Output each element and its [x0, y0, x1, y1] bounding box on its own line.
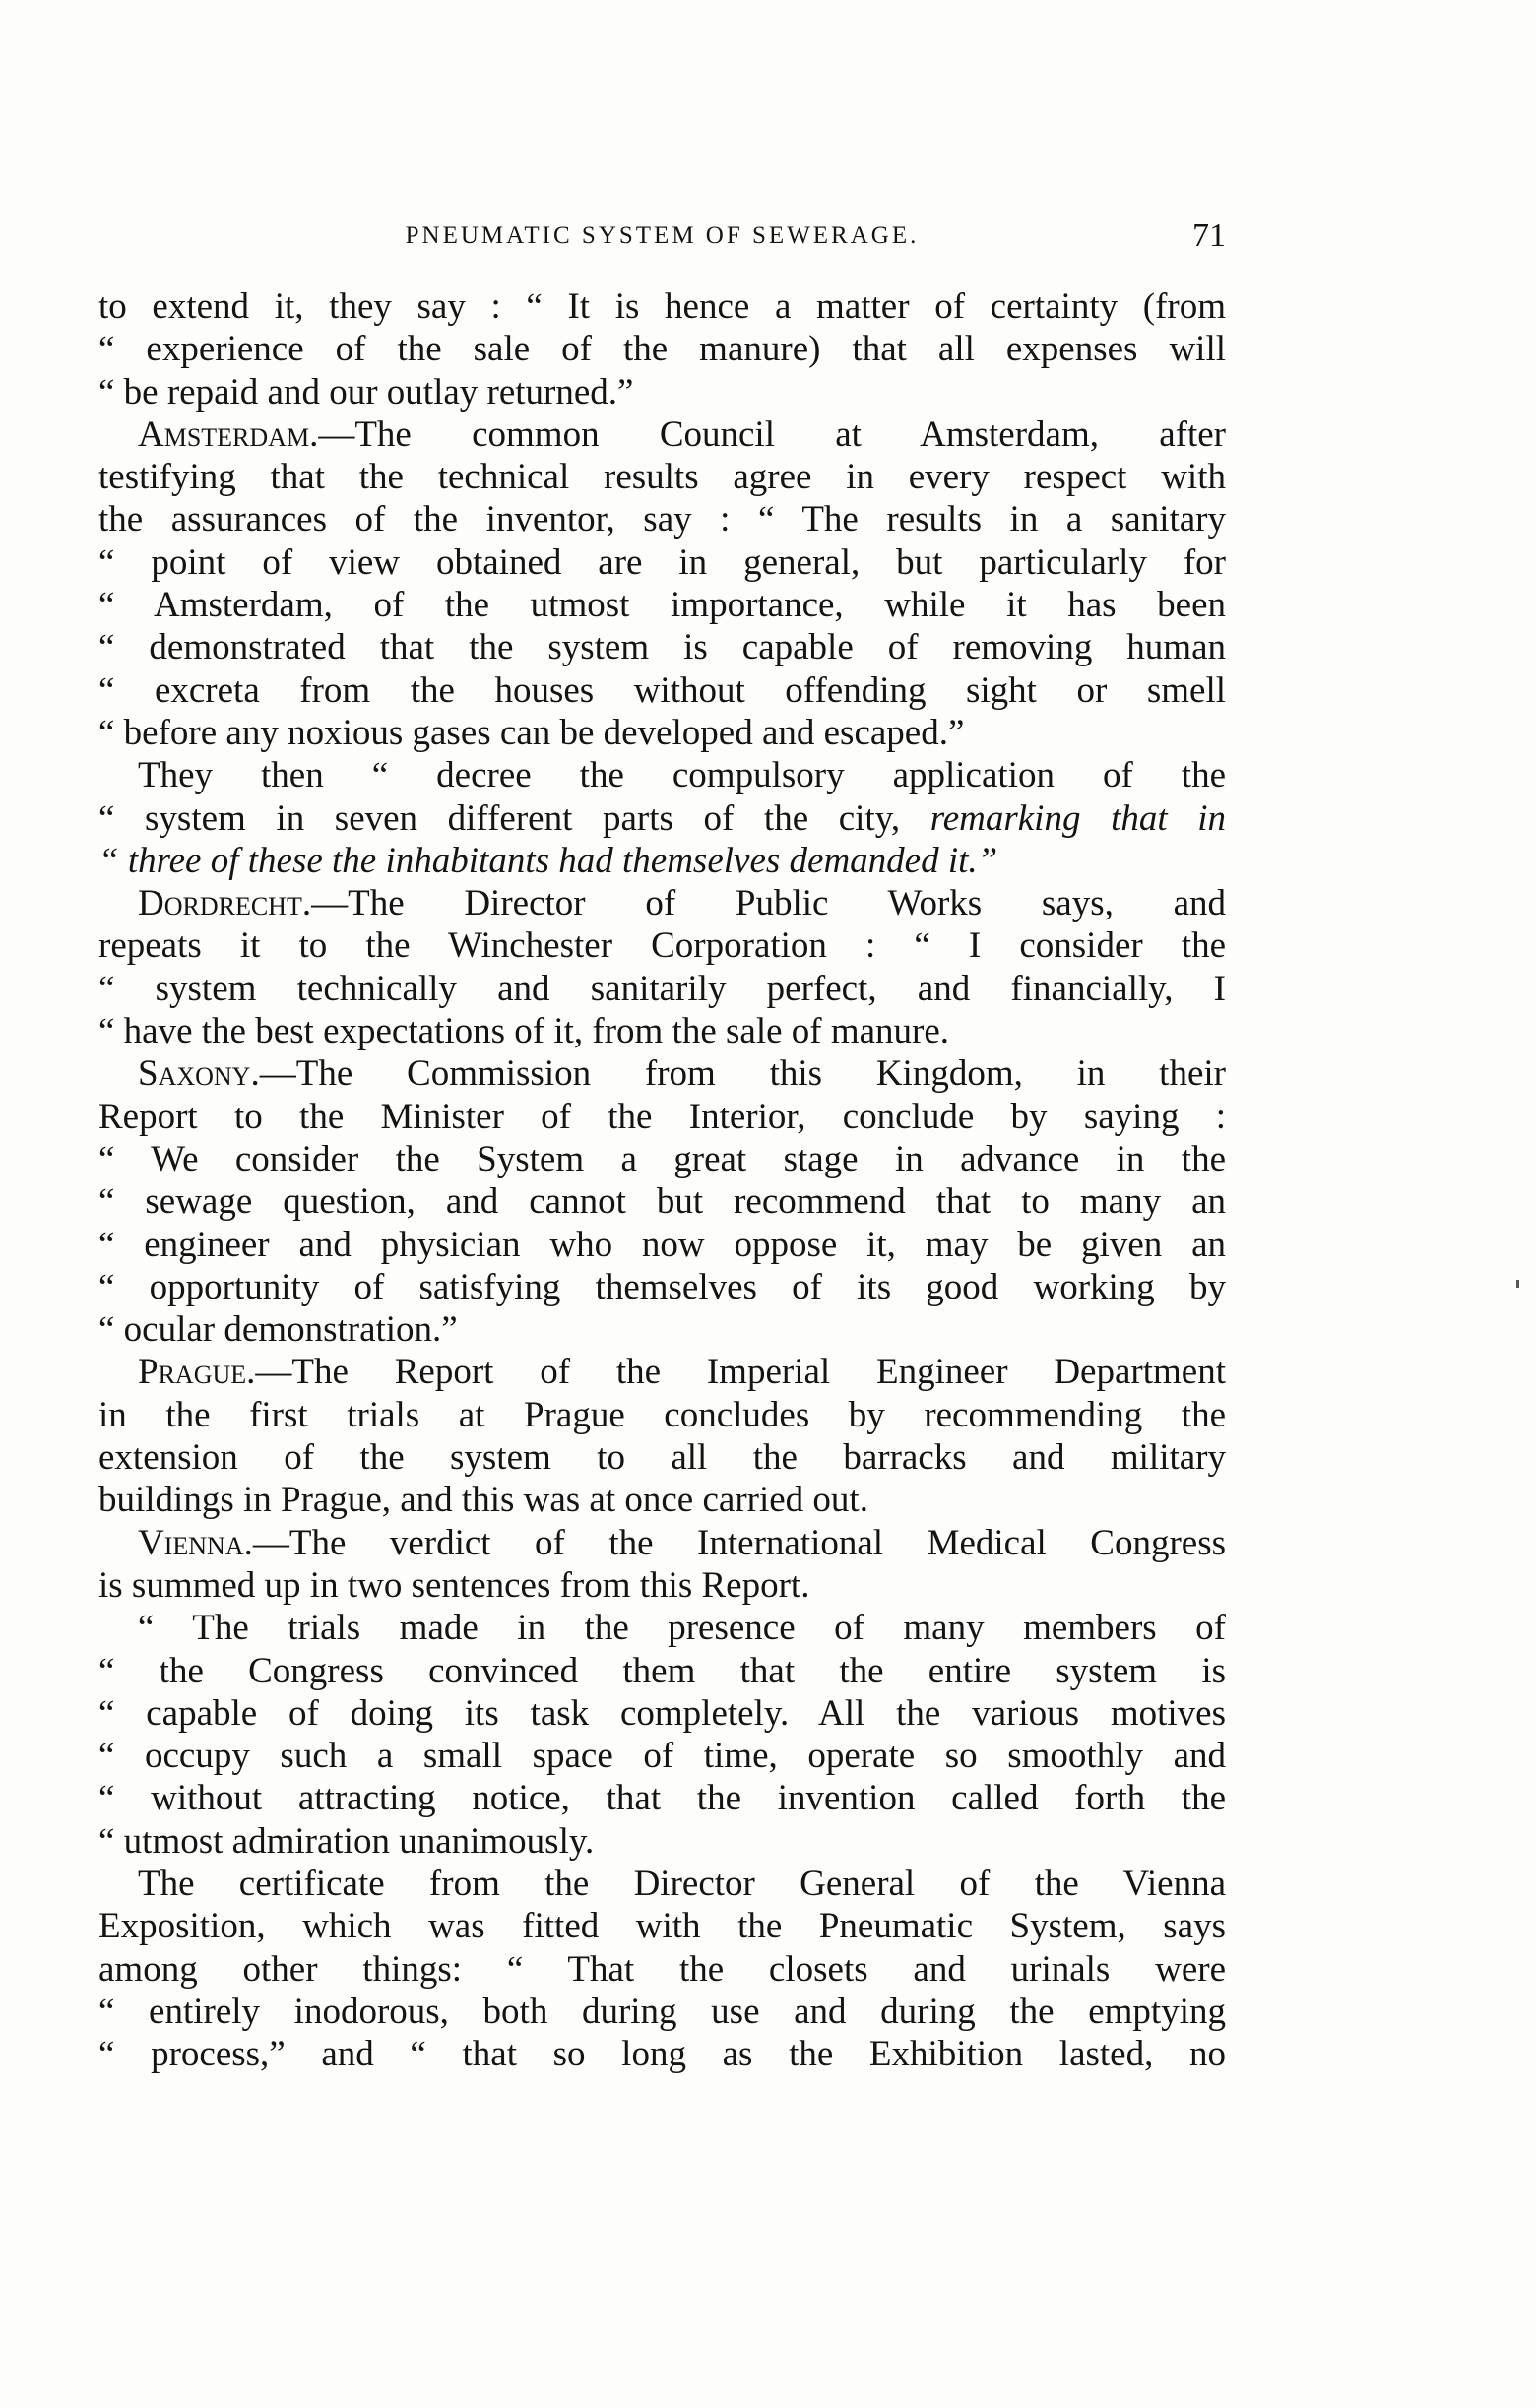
italic-phrase: remarking that in: [929, 797, 1227, 839]
text-line: “ have the best expectations of it, from the sale of manure.: [98, 1011, 950, 1052]
text-line: “ process,” and “ that so long as the Exhibition lasted, no: [98, 2034, 1226, 2075]
text-line: “ engineer and physician who now oppose it, may be given an: [98, 1224, 1226, 1265]
text-line: “ Amsterdam, of the utmost importance, while it has been: [98, 585, 1226, 626]
paragraph-start-line: “ The trials made in the presence of many members of: [138, 1608, 1226, 1649]
text-line: “ before any noxious gases can be developed and escaped.”: [98, 712, 965, 753]
text-line: “ ocular demonstration.”: [98, 1309, 458, 1351]
paragraph-start-line: Dordrecht.—The Director of Public Works says, and: [138, 883, 1226, 924]
text-line: the assurances of the inventor, say : “ The results in a sanitary: [98, 499, 1226, 540]
paragraph-start-line: They then “ decree the compulsory application of the: [138, 755, 1226, 796]
text-line: “ opportunity of satisfying themselves of its good working by: [98, 1266, 1226, 1307]
paragraph-start-line: Amsterdam.—The common Council at Amsterdam, after: [138, 413, 1226, 455]
place-heading: Saxony.: [138, 1053, 260, 1095]
text-line: “ utmost admiration unanimously.: [98, 1820, 595, 1862]
text-line: “ excreta from the houses without offending sight or smell: [98, 669, 1226, 711]
place-heading: Prague.: [138, 1352, 256, 1393]
paragraph-start-line: Saxony.—The Commission from this Kingdom, in their: [138, 1053, 1226, 1095]
text-line: Report to the Minister of the Interior, conclude by saying :: [98, 1096, 1226, 1137]
place-heading: Vienna.: [138, 1522, 253, 1563]
text-line: buildings in Prague, and this was at once carried out.: [98, 1480, 868, 1521]
text-line: repeats it to the Winchester Corporation : “ I consider the: [98, 925, 1226, 967]
body-text: [98, 285, 1226, 2075]
text-line: “ capable of doing its task completely. All the various motives: [98, 1692, 1226, 1734]
place-heading: Dordrecht.: [138, 883, 312, 924]
text-line: in the first trials at Prague concludes by recommending the: [98, 1394, 1226, 1435]
running-head: [98, 215, 1226, 258]
text-line: “ demonstrated that the system is capable of removing human: [98, 627, 1226, 668]
text-line: “ system technically and sanitarily perfect, and financially, I: [98, 968, 1226, 1009]
text-line: among other things: “ That the closets and urinals were: [98, 1948, 1226, 1990]
paragraph-start-line: The certificate from the Director General of the Vienna: [138, 1863, 1226, 1904]
text-line: “ experience of the sale of the manure) that all expenses will: [98, 329, 1226, 370]
text-line: “ be repaid and our outlay returned.”: [98, 371, 634, 412]
paragraph-start-line: Prague.—The Report of the Imperial Engineer Department: [138, 1352, 1226, 1393]
text-line: extension of the system to all the barracks and military: [98, 1437, 1226, 1479]
text-line: [98, 840, 1226, 882]
text-line: “ the Congress convinced them that the entire system is: [98, 1650, 1226, 1691]
text-line: is summed up in two sentences from this Report.: [98, 1564, 810, 1606]
page-number: 71: [1192, 218, 1226, 254]
text-line: “ entirely inodorous, both during use and during the emptying: [98, 1991, 1226, 2032]
page-edge-mark: [1516, 1280, 1519, 1288]
place-heading: Amsterdam.: [138, 413, 319, 455]
text-line: testifying that the technical results agree in every respect with: [98, 457, 1226, 498]
text-line: Exposition, which was fitted with the Pneumatic System, says: [98, 1906, 1226, 1947]
text-line: “ We consider the System a great stage in advance in the: [98, 1138, 1226, 1179]
paragraph-start-line: Vienna.—The verdict of the International Medical Congress: [138, 1522, 1226, 1563]
text-line: “ system in seven different parts of the city, remarking that in: [98, 797, 1227, 839]
running-title: PNEUMATIC SYSTEM OF SEWERAGE.: [405, 222, 920, 249]
text-line: to extend it, they say : “ It is hence a matter of certainty (from: [98, 286, 1226, 327]
italic-phrase: “ three of these the inhabitants had themselves demanded it.”: [98, 840, 998, 881]
text-line: “ without attracting notice, that the invention called forth the: [98, 1778, 1226, 1819]
text-line: “ sewage question, and cannot but recommend that to many an: [98, 1181, 1226, 1223]
text-line: “ occupy such a small space of time, operate so smoothly and: [98, 1736, 1226, 1777]
text-line: “ point of view obtained are in general, but particularly for: [98, 541, 1226, 583]
